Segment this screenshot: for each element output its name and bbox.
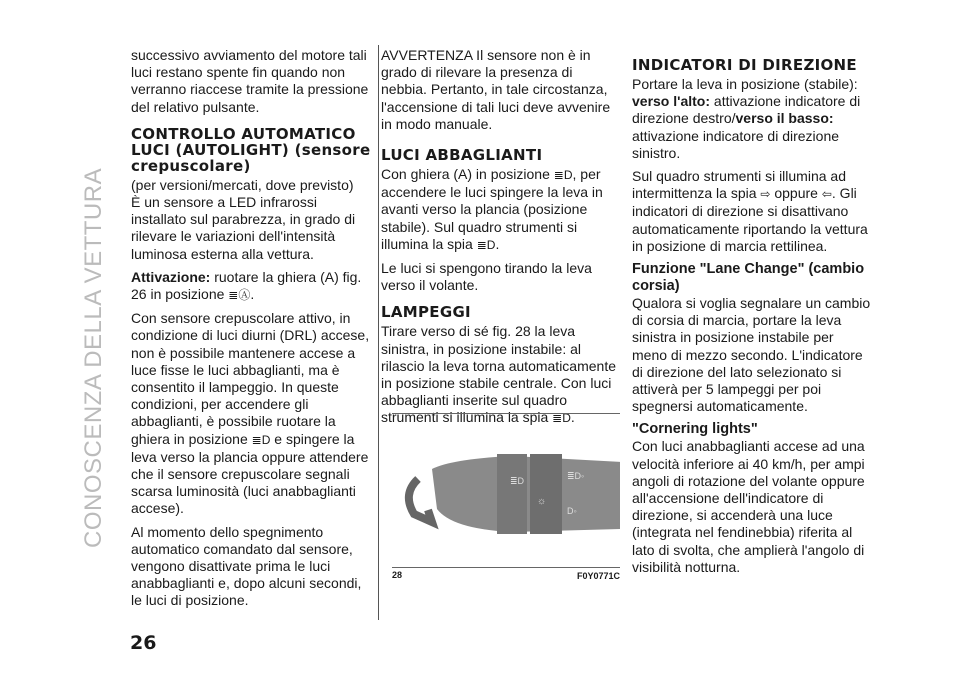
text: . Gli indicatori di direzione si disattivano automaticamente riportando la vettura in posizione di marcia rettilinea.: [632, 185, 868, 254]
paragraph: [131, 310, 371, 517]
heading-high-beam: LUCI ABBAGLIANTI: [381, 146, 543, 165]
text: Con sensore crepuscolare attivo, in condizione di luci diurni (DRL) accese, non è possibile mantenere accese a luce fisse le luci abbaglianti, ma è consentito il lampeggio. In queste condizioni, per accendere gli abbaglianti, è possibile ruotare la ghiera in posizione: [131, 310, 370, 447]
svg-text:D◦: D◦: [567, 506, 577, 516]
heading-turn-indicators: INDICATORI DI DIREZIONE: [632, 56, 857, 74]
auto-light-icon: ≣Ⓐ: [228, 288, 251, 303]
text: , per accendere le luci spingere la leva in avanti verso la plancia (posizione stabile). Sul quadro strumenti si illumina la spia: [381, 166, 603, 252]
high-beam-icon: ≣D: [251, 432, 271, 447]
column-left: [131, 47, 371, 616]
text: Con ghiera (A) in posizione: [381, 166, 554, 183]
column-divider: [378, 45, 379, 620]
heading-autolight: CONTROLLO AUTOMATICO LUCI (AUTOLIGHT) (sensore crepuscolare): [131, 124, 371, 175]
label-up: verso l'alto:: [632, 93, 711, 110]
paragraph: Tirare verso di sé fig. 28 la leva sinistra, in posizione instabile: al rilascio la leva torna automaticamente in posizione stabile centrale. Con luci abbaglianti inserite sul quadro strumenti si illumina la spia ≣D.: [381, 323, 617, 426]
label-activation: Attivazione:: [131, 268, 211, 285]
paragraph: Con luci anabbaglianti accese ad una velocità inferiore ai 40 km/h, per ampi angoli di rotazione del volante oppure all'accensione dell'indicatore di direzione, si accenderà una luce (integrata nel fendinebbia) riferita al lato di svolta, che amplierà l'angolo di visibilità notturna.: [632, 438, 865, 575]
text: ruotare la ghiera (A) fig. 26 in posizione: [131, 268, 362, 303]
paragraph: [632, 93, 872, 162]
high-beam-icon: ≣D: [476, 237, 496, 252]
section-tab: [78, 38, 108, 598]
turn-left-icon: ⇦: [821, 187, 832, 202]
figure-28: [392, 413, 620, 588]
text: e spingere la leva verso la plancia oppure attendere che il sensore crepuscolare segnali scarsa luminosità (luci anabbaglianti accese).: [131, 430, 369, 517]
heading-flash: LAMPEGGI: [381, 303, 471, 322]
paragraph: Portare la leva in posizione (stabile):: [632, 76, 858, 92]
paragraph: Con ghiera (A) in posizione ≣D, per accendere le luci spingere la leva in avanti verso la plancia (posizione stabile). Sul quadro strumenti si illumina la spia ≣D.: [381, 166, 603, 252]
svg-text:≣D◦: ≣D◦: [567, 471, 585, 481]
section-title: CONOSCENZA DELLA VETTURA: [80, 167, 107, 548]
heading-lane-change: Funzione "Lane Change" (cambio corsia): [632, 261, 865, 295]
paragraph-activation: Attivazione: ruotare la ghiera (A) fig. 26 in posizione ≣Ⓐ.: [131, 268, 362, 303]
high-beam-icon: ≣D: [552, 411, 571, 426]
text: oppure: [770, 185, 822, 202]
paragraph: successivo avviamento del motore tali luci restano spente fin quando non verranno riaccese tramite la pressione del relativo pulsante.: [131, 47, 369, 115]
low-beam-icon: ≣D: [553, 168, 573, 183]
figure-number: 28: [392, 570, 403, 580]
paragraph-warning: AVVERTENZA Il sensore non è in grado di rilevare la presenza di nebbia. Pertanto, in tale circostanza, l'accensione di tali luci deve avvenire in modo manuale.: [381, 47, 611, 132]
text: attivazione indicatore di direzione sinistro.: [632, 127, 840, 161]
text: Tirare verso di sé fig. 28 la leva sinistra, in posizione instabile: al rilascio la leva torna automaticamente in posizione stabile centrale. Con luci abbaglianti inserite sul quadro strumenti si illumina la spia: [381, 323, 617, 426]
label-down: verso il basso:: [735, 110, 834, 127]
heading-cornering-lights: "Cornering lights": [632, 421, 758, 438]
stalk-illustration: [392, 414, 620, 564]
text: Sul quadro strumenti si illumina ad intermittenza la spia: [632, 168, 846, 202]
paragraph: Qualora si voglia segnalare un cambio di corsia di marcia, portare la leva sinistra in posizione instabile per meno di mezzo secondo. L'indicatore di direzione del lato selezionato si attiverà per 5 lampeggi per poi spegnersi automaticamente.: [632, 295, 871, 415]
paragraph: È un sensore a LED infrarossi installato sul parabrezza, in grado di rilevare le variazioni dell'intensità luminosa esterna alla vettura.: [131, 194, 356, 262]
page-number: 26: [130, 632, 157, 654]
turn-right-icon: ⇨: [760, 187, 771, 202]
svg-text:☼: ☼: [537, 496, 547, 507]
column-middle: [381, 47, 621, 434]
figure-code: F0Y0771C: [576, 571, 620, 581]
column-right: [632, 57, 872, 582]
paragraph: Le luci si spengono tirando la leva verso il volante.: [381, 260, 592, 294]
paragraph: [632, 168, 872, 255]
text: attivazione indicatore di direzione destro/: [632, 93, 861, 127]
svg-text:≣D: ≣D: [510, 476, 525, 486]
paragraph: Al momento dello spegnimento automatico comandato dal sensore, vengono disattivate prima le luci anabbaglianti e, dopo alcuni secondi, le luci di posizione.: [131, 523, 362, 609]
paragraph: (per versioni/mercati, dove previsto): [131, 176, 354, 193]
